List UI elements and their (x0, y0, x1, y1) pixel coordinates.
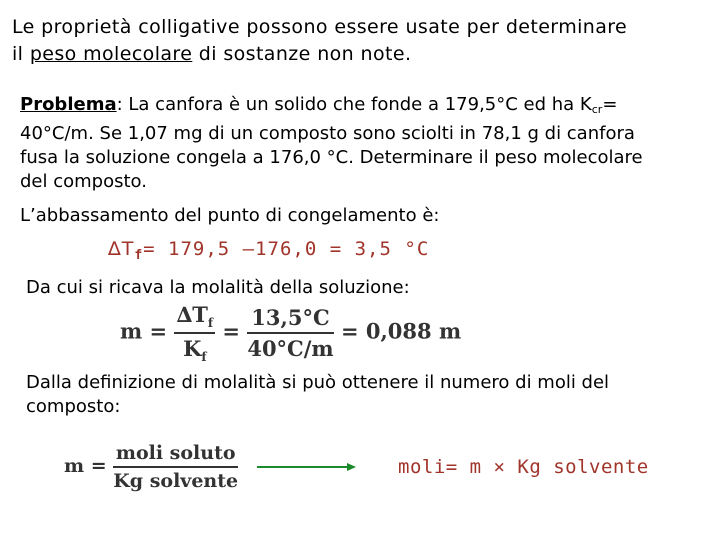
problem-line-3: fusa la soluzione congela a 176,0 °C. Determinare il peso molecolare (20, 147, 643, 168)
formula-eq-2: = (222, 318, 241, 344)
intro-line-1: Le proprietà colligative possono essere usate per determinare (12, 16, 628, 38)
problem-label: Problema (20, 94, 117, 115)
delta-t-letter: T (121, 238, 135, 260)
fraction-numerator-dt (174, 302, 215, 334)
moles-formula (64, 442, 238, 492)
molality-formula (120, 302, 461, 364)
arrow-right-icon (257, 462, 357, 472)
fraction-dt-over-kf (174, 302, 215, 364)
kcr-subscript: cr (591, 103, 603, 116)
fraction-numerator-moli: moli soluto (113, 442, 238, 468)
step3-line-1: Dalla definizione di molalità si può ottenere il numero di moli del (26, 372, 610, 393)
fraction-denominator-kf (174, 334, 215, 364)
problem-line-1 (20, 93, 643, 122)
delta-t-subscript: f (134, 248, 144, 263)
delta-t-equation (108, 238, 429, 263)
problem-statement (20, 93, 643, 194)
formula-m: m (120, 318, 143, 344)
num-dt-sub: f (207, 316, 214, 331)
fraction-denominator-value: 40°C/m (247, 336, 334, 362)
moles-formula-m: m (64, 455, 85, 477)
fraction-values (247, 305, 333, 361)
step3-line-2: composto: (26, 396, 121, 417)
delta-symbol: ∆ (108, 238, 122, 260)
intro-line-2-end: di sostanze non note. (192, 43, 412, 65)
formula-eq-1: = (149, 318, 168, 344)
intro-text (12, 14, 627, 68)
delta-t-value: = 179,5 –176,0 = 3,5 °C (143, 238, 430, 260)
den-kf-sub: f (201, 350, 207, 365)
peso-molecolare-underlined: peso molecolare (29, 43, 193, 65)
step1-text: L’abbassamento del punto di congelamento è: (20, 205, 440, 226)
formula-result: = 0,088 m (340, 318, 462, 344)
problem-line-1-eq: = (602, 94, 618, 115)
step3-text (26, 371, 609, 419)
problem-line-1-text: : La canfora è un solido che fonde a 179,5°C ed ha K (116, 94, 592, 115)
den-kf-text: K (183, 336, 202, 362)
fraction-numerator-value: 13,5°C (247, 305, 333, 334)
problem-line-4: del composto. (20, 171, 147, 192)
num-dt-text: ∆T (176, 302, 208, 327)
fraction-moli-over-kg (113, 442, 238, 492)
moles-result: moli= m × Kg solvente (398, 456, 649, 478)
problem-line-2: 40°C/m. Se 1,07 mg di un composto sono sciolti in 78,1 g di canfora (20, 123, 635, 144)
intro-line-2-start: il (12, 43, 30, 65)
intro-line-2 (12, 41, 627, 68)
arrow-head (347, 463, 356, 471)
step2-text: Da cui si ricava la molalità della soluzione: (26, 277, 410, 298)
moles-formula-eq: = (90, 455, 107, 477)
fraction-denominator-kg: Kg solvente (113, 470, 239, 492)
